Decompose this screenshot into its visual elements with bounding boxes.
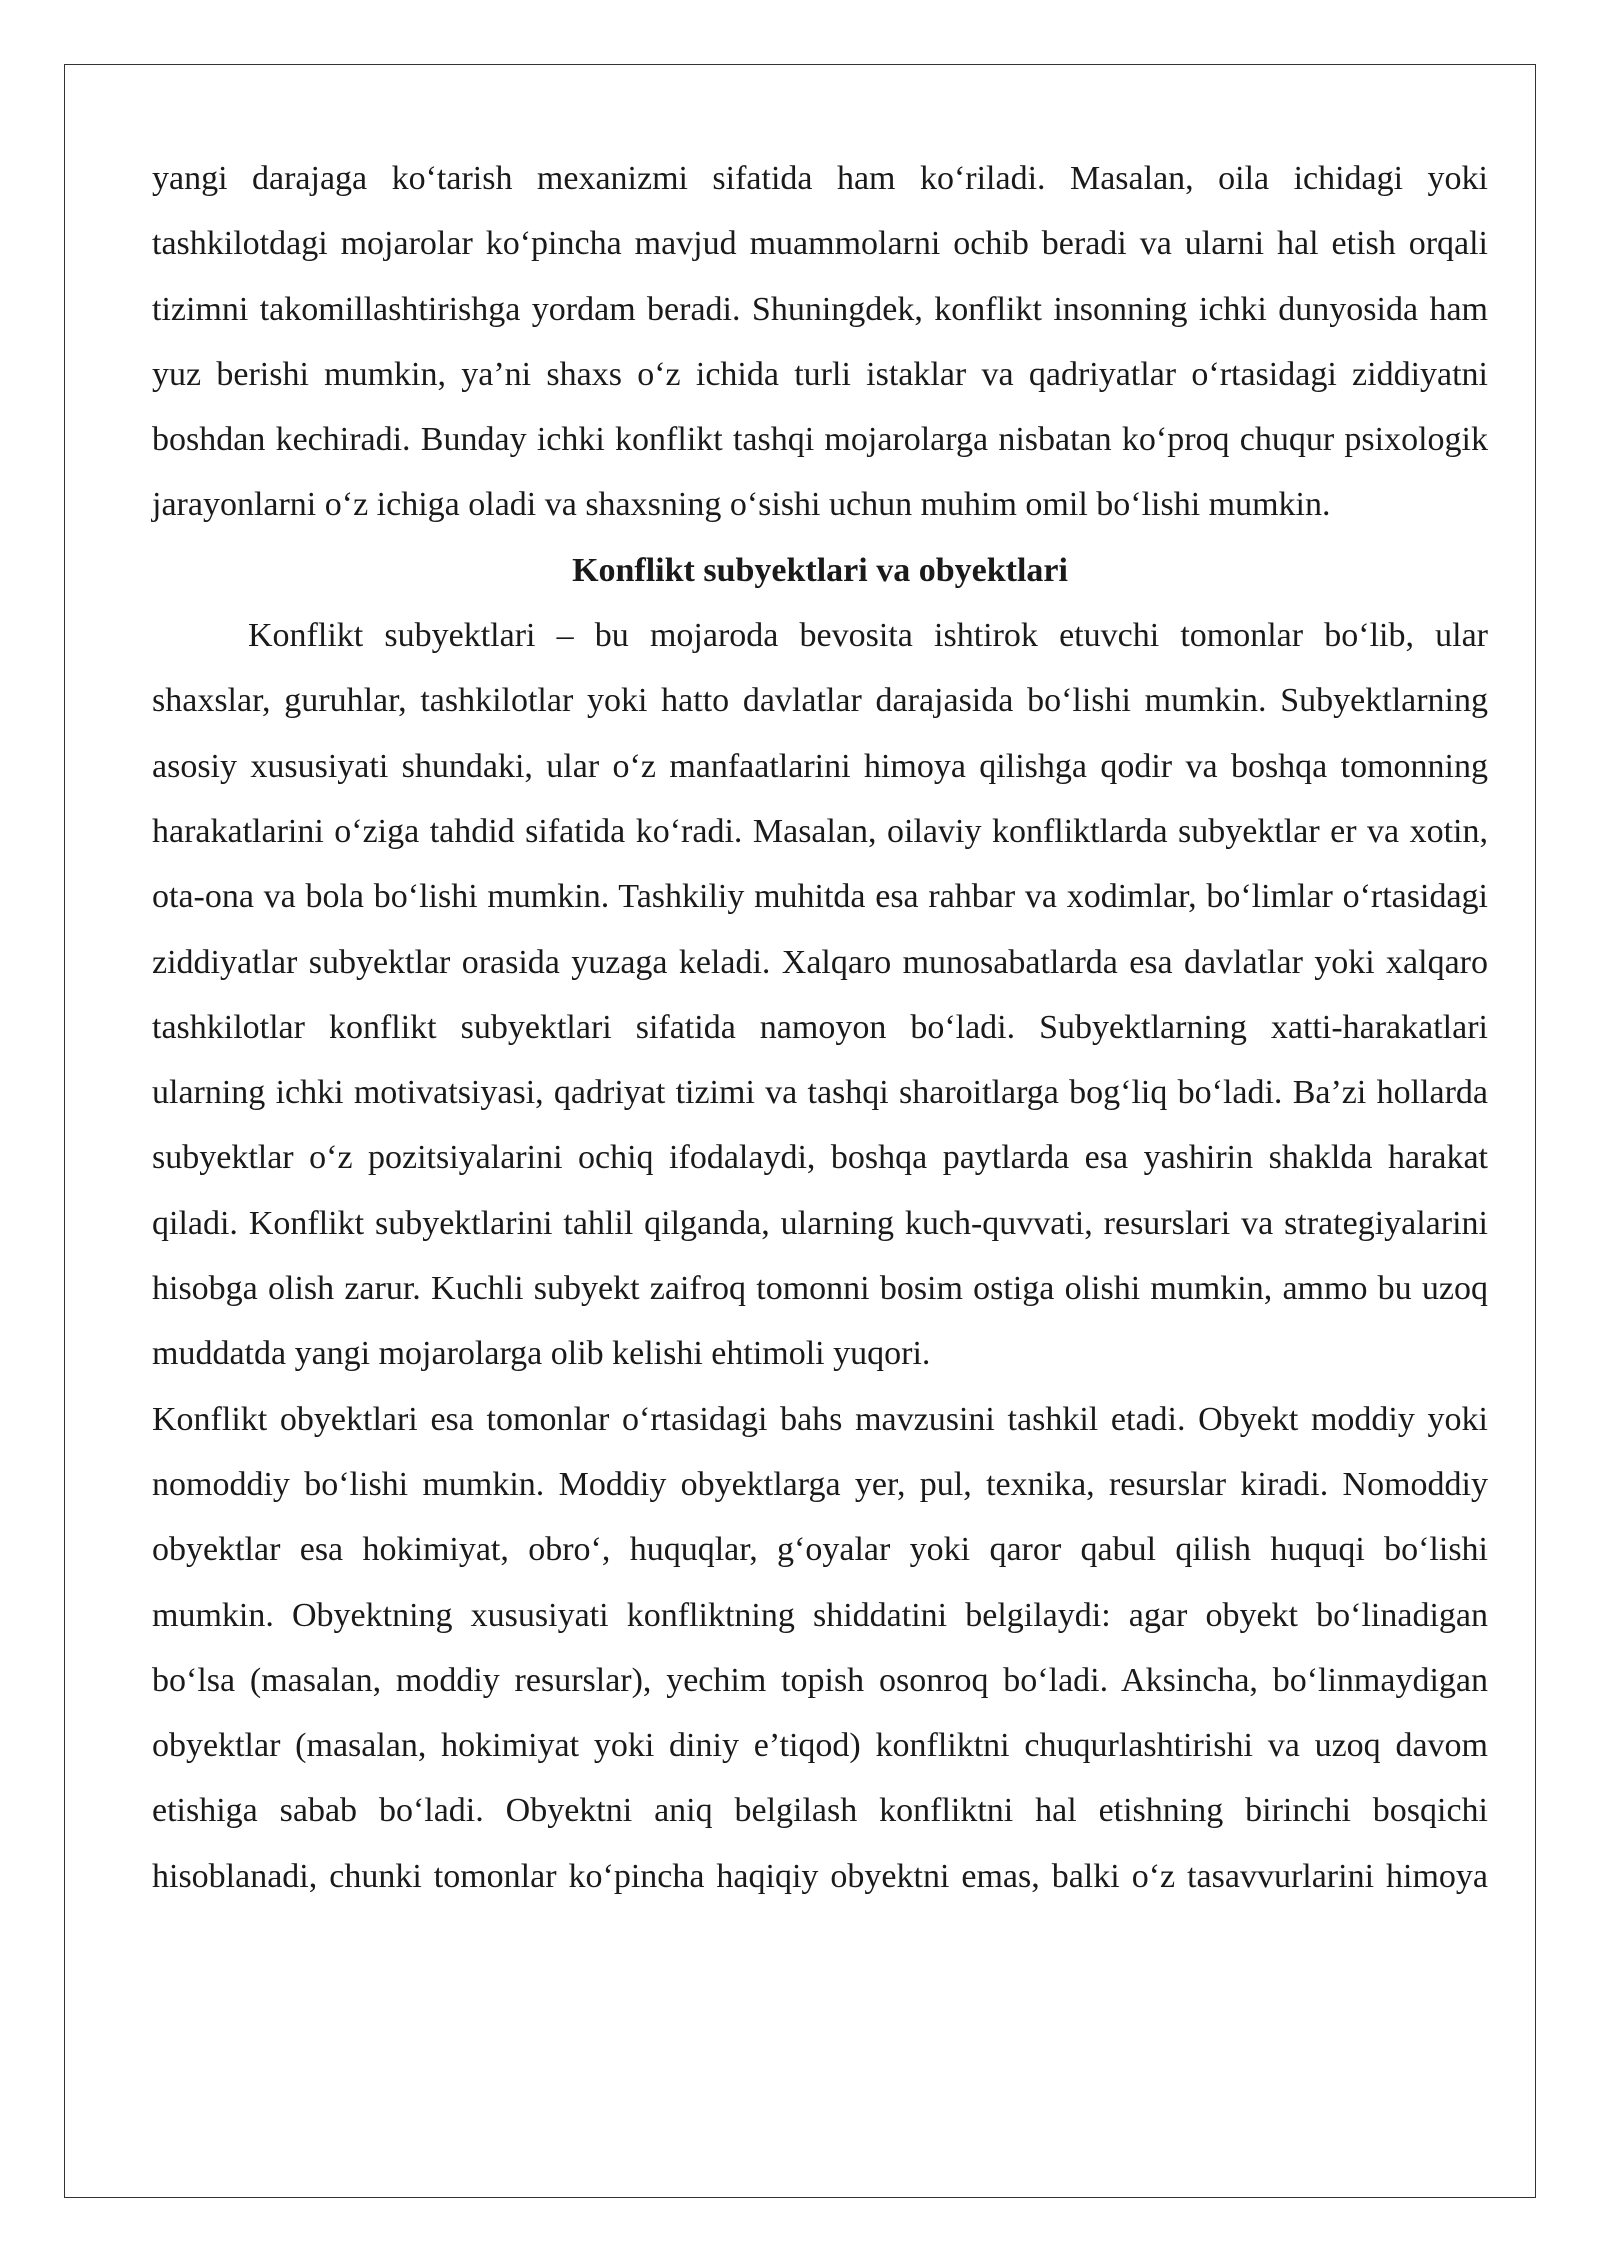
paragraph-subjects: Konflikt subyektlari – bu mojaroda bevosita ishtirok etuvchi tomonlar bo‘lib, ular shaxslar, guruhlar, tashkilotlar yoki hatto davlatlar darajasida bo‘lishi mumkin. Subyektlarning asosiy xususiyati shundaki, ular o‘z manfaatlarini himoya qilishga qodir va boshqa tomonning harakatlarini o‘ziga tahdid sifatida ko‘radi. Masalan, oilaviy konfliktlarda subyektlar er va xotin, ota-ona va bola bo‘lishi mumkin. Tashkiliy muhitda esa rahbar va xodimlar, bo‘limlar o‘rtasidagi ziddiyatlar subyektlar orasida yuzaga keladi. Xalqaro munosabatlarda esa davlatlar yoki xalqaro tashkilotlar konflikt subyektlari sifatida namoyon bo‘ladi. Subyektlarning xatti-harakatlari ularning ichki motivatsiyasi, qadriyat tizimi va tashqi sharoitlarga bog‘liq bo‘ladi. Ba’zi hollarda subyektlar o‘z pozitsiyalarini ochiq ifodalaydi, boshqa paytlarda esa yashirin shaklda harakat qiladi. Konflikt subyektlarini tahlil qilganda, ularning kuch-quvvati, resurslari va strategiyalarini hisobga olish zarur. Kuchli subyekt zaifroq tomonni bosim ostiga olishi mumkin, ammo bu uzoq muddatda yangi mojarolarga olib kelishi ehtimoli yuqori. xyxy=(152,617,1488,1373)
document-body xyxy=(152,146,1488,1909)
paragraph-continuation: yangi darajaga ko‘tarish mexanizmi sifatida ham ko‘riladi. Masalan, oila ichidagi yoki tashkilotdagi mojarolar ko‘pincha mavjud muammolarni ochib beradi va ularni hal etish orqali tizimni takomillashtirishga yordam beradi. Shuningdek, konflikt insonning ichki dunyosida ham yuz berishi mumkin, ya’ni shaxs o‘z ichida turli istaklar va qadriyatlar o‘rtasidagi ziddiyatni boshdan kechiradi. Bunday ichki konflikt tashqi mojarolarga nisbatan ko‘proq chuqur psixologik jarayonlarni o‘z ichiga oladi va shaxsning o‘sishi uchun muhim omil bo‘lishi mumkin. xyxy=(152,160,1488,524)
paragraph-objects: Konflikt obyektlari esa tomonlar o‘rtasidagi bahs mavzusini tashkil etadi. Obyekt moddiy yoki nomoddiy bo‘lishi mumkin. Moddiy obyektlarga yer, pul, texnika, resurslar kiradi. Nomoddiy obyektlar esa hokimiyat, obro‘, huquqlar, g‘oyalar yoki qaror qabul qilish huquqi bo‘lishi mumkin. Obyektning xususiyati konfliktning shiddatini belgilaydi: agar obyekt bo‘linadigan bo‘lsa (masalan, moddiy resurslar), yechim topish osonroq bo‘ladi. Aksincha, bo‘linmaydigan obyektlar (masalan, hokimiyat yoki diniy e’tiqod) konfliktni chuqurlashtirishi va uzoq davom etishiga sabab bo‘ladi. Obyektni aniq belgilash konfliktni hal etishning birinchi bosqichi hisoblanadi, chunki tomonlar ko‘pincha haqiqiy obyektni emas, balki o‘z tasavvurlarini himoya xyxy=(152,1400,1488,1895)
section-heading: Konflikt subyektlari va obyektlari xyxy=(572,551,1068,589)
